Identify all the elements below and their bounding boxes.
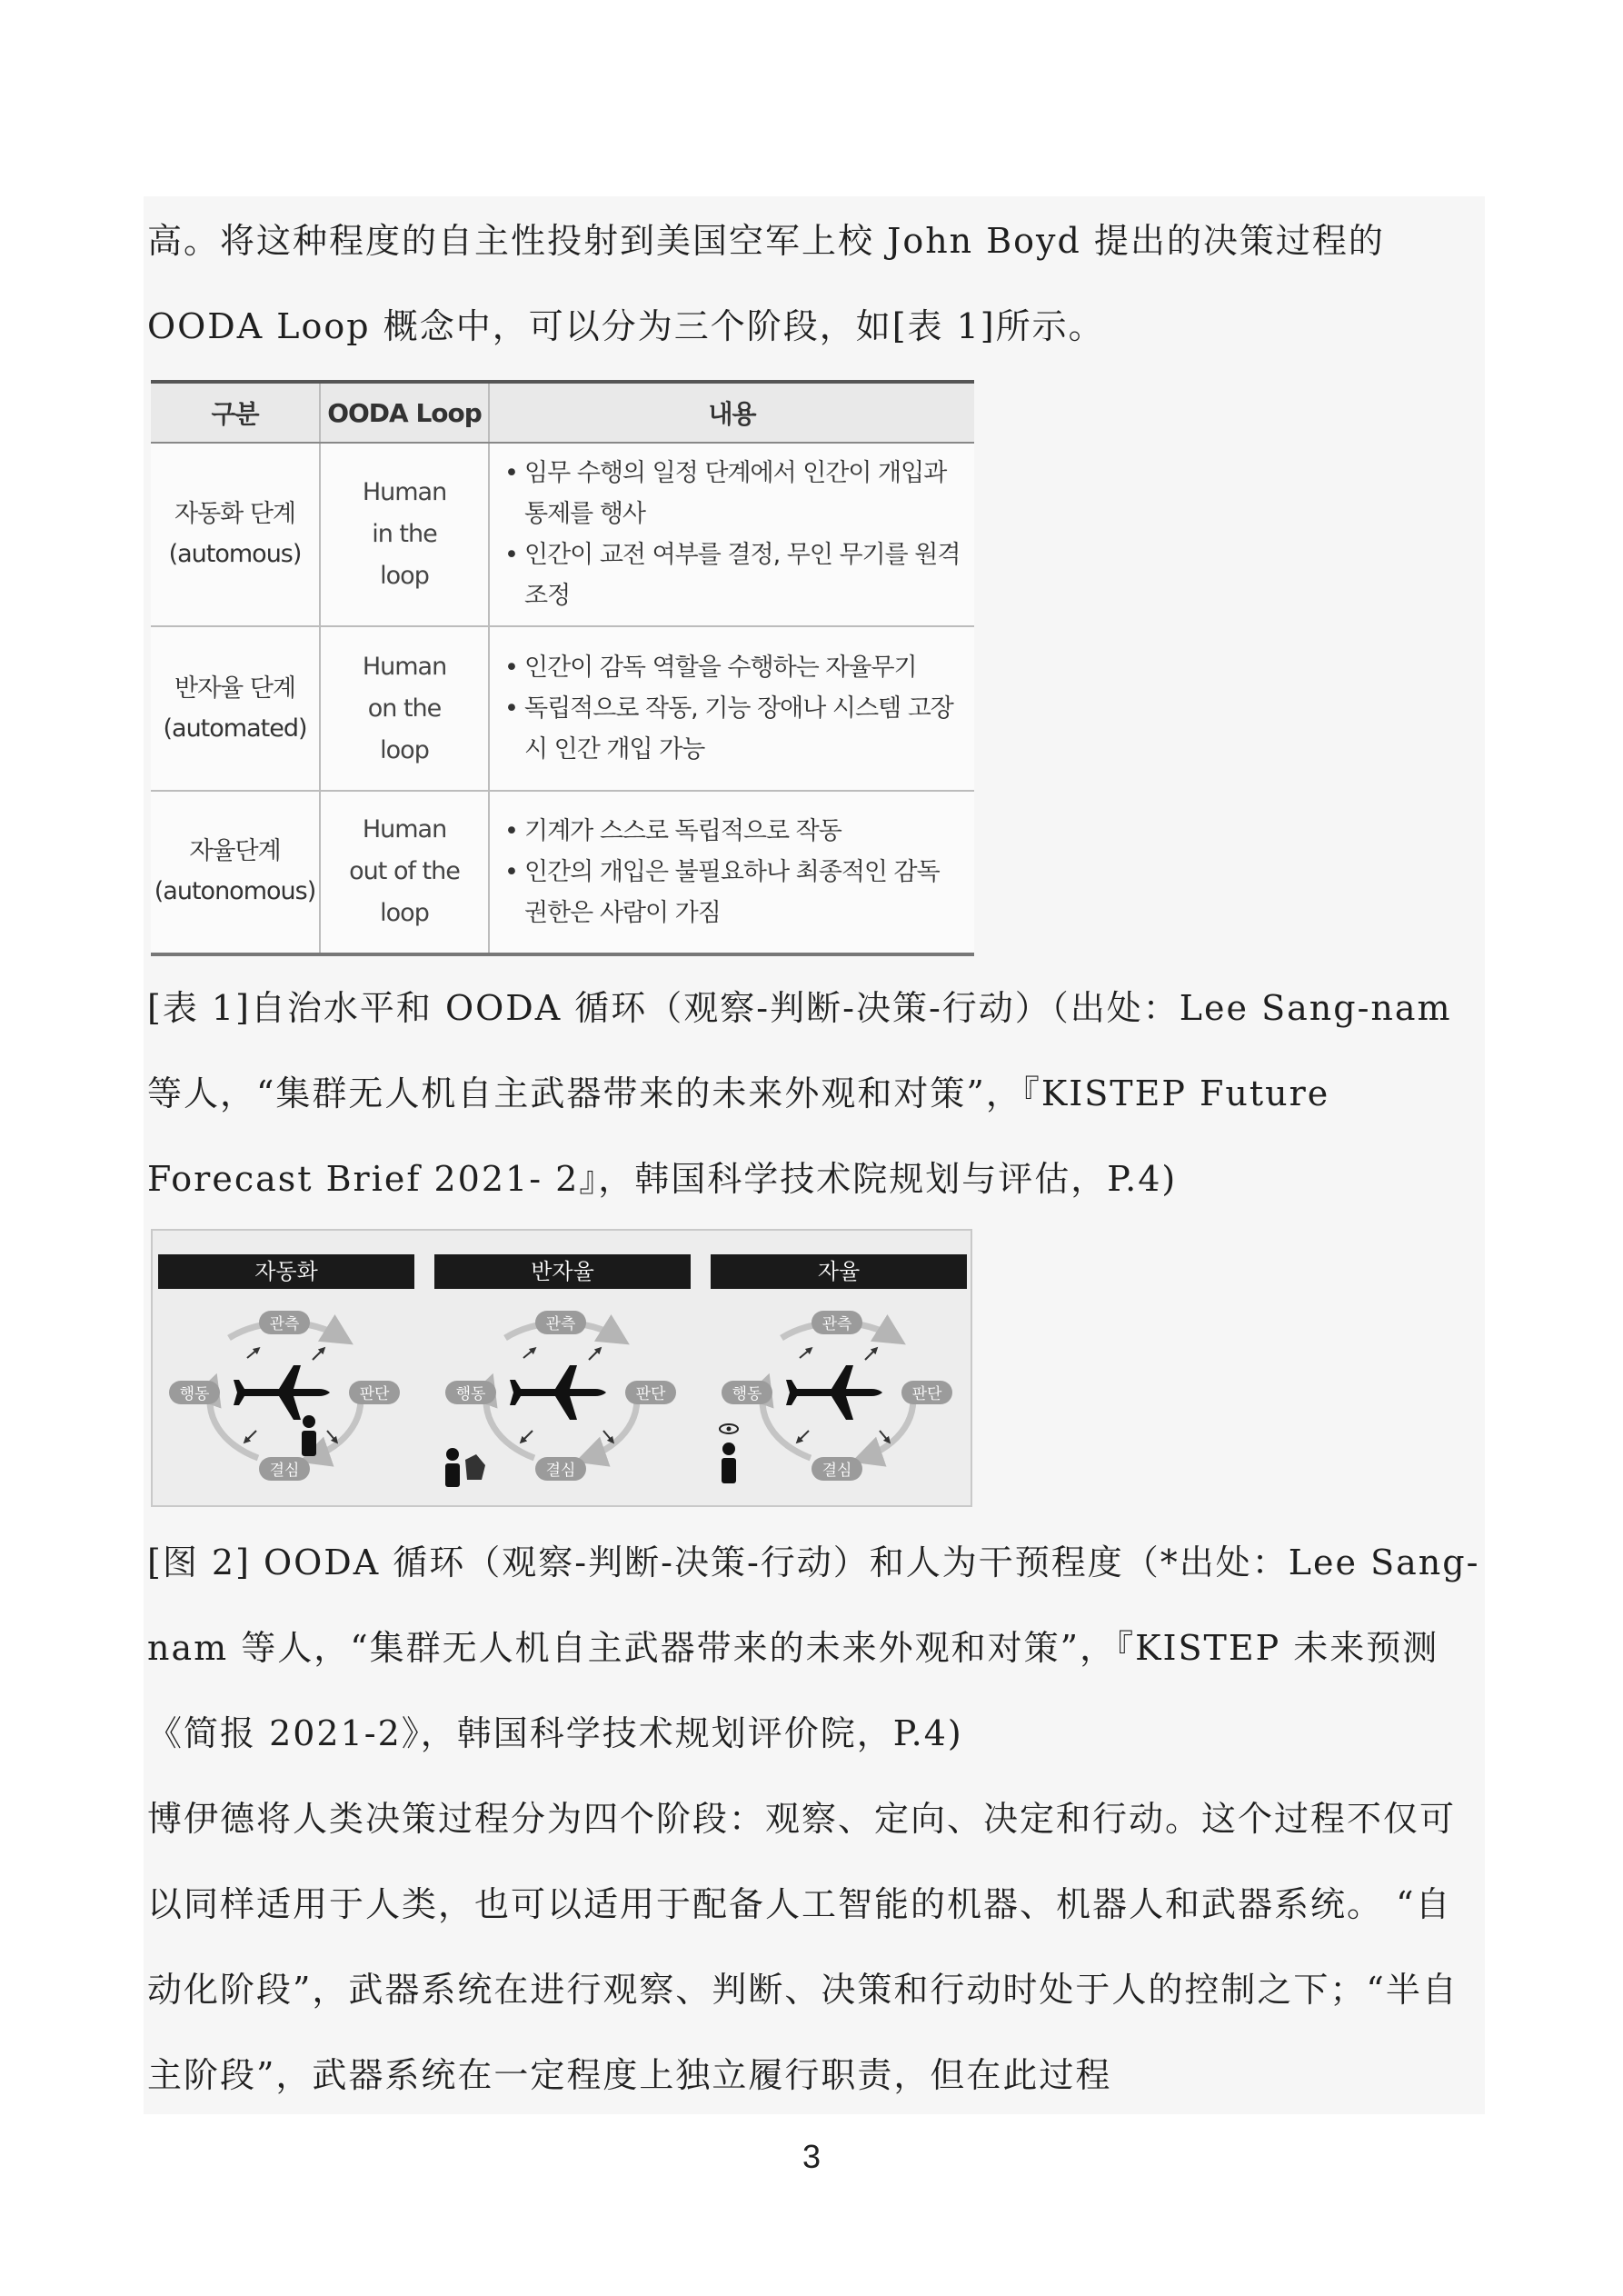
orient-label: 판단 [635,1385,666,1403]
content-bullet: • 독립적으로 작동, 기능 장애나 시스템 고장 시 인간 개입 가능 [504,688,965,770]
loop-cell [320,626,489,790]
page-number: 3 [802,2138,821,2175]
loop-line: loop [380,735,429,764]
stage-name: 자동화 단계 [174,500,295,529]
loop-line: on the [367,694,442,723]
header-content: 내용 [489,382,974,443]
stage-cell [151,626,320,790]
stage-cell [151,791,320,954]
table-row [151,626,974,790]
header-category: 구분 [151,382,320,443]
figure-caption: [图 2] OODA 循环（观察-判断-决策-行动）和人为干预程度（*出处：Lee Sang-nam 等人，“集群无人机自主武器带来的未来外观和对策”，『KISTEP 未来预测《简报 2021-2》，韩国科学技术规划评价院，P.4) [147,1542,1480,1753]
loop-line: Human [362,815,447,844]
content-cell [489,443,974,626]
content-bullet: • 임무 수행의 일정 단계에서 인간이 개입과 통제를 행사 [504,453,965,534]
human-icon [722,1442,736,1483]
stage-english: (automous) [168,540,302,569]
ooda-figure [151,1229,972,1507]
paragraph-boyd: 博伊德将人类决策过程分为四个阶段：观察、定向、决定和行动。这个过程不仅可以同样适用于人类，也可以适用于配备人工智能的机器、机器人和武器系统。 “自动化阶段”，武器系统在进行观察、判断、决策和行动时处于人的控制之下；“半自主阶段”，武器系统在一定程度上独立履行职责，但在此过程 [147,1799,1459,2095]
figure-panel-semi-autonomous [434,1254,691,1487]
loop-line: Human [362,652,447,681]
content-bullet: • 인간이 감독 역할을 수행하는 자율무기 [504,647,965,688]
panel-title: 자율 [817,1259,861,1284]
aircraft-icon [786,1365,882,1420]
aircraft-icon [234,1365,330,1420]
figure-panel-autonomous [711,1254,967,1483]
loop-line: loop [380,562,429,591]
act-label: 행동 [179,1385,210,1403]
orient-label: 판단 [359,1385,390,1403]
stage-english: (automated) [163,714,307,743]
figure-panel-automated [158,1254,414,1481]
decide-label: 결심 [269,1462,300,1480]
human-icon [445,1448,460,1487]
content-cell [489,626,974,790]
hand-icon [465,1454,485,1480]
content-bullet: • 기계가 스스로 독립적으로 작동 [504,811,965,852]
stage-cell [151,443,320,626]
orient-label: 판단 [911,1385,942,1403]
table-header-row [151,382,974,443]
stage-name: 자율단계 [189,837,281,866]
act-label: 행동 [732,1385,762,1403]
observe-label: 관측 [545,1315,576,1333]
loop-line: Human [362,478,447,507]
stage-name: 반자율 단계 [174,674,295,703]
panel-title: 자동화 [254,1259,318,1284]
content-cell [489,791,974,954]
act-label: 행동 [455,1385,486,1403]
human-icon [302,1415,316,1456]
autonomy-levels-table [151,380,974,956]
decide-label: 결심 [821,1462,852,1480]
loop-line: loop [380,899,429,928]
observe-label: 관측 [269,1315,300,1333]
header-ooda-loop: OODA Loop [320,382,489,443]
loop-cell [320,791,489,954]
stage-english: (autonomous) [154,877,316,906]
aircraft-icon [510,1365,606,1420]
table-row [151,443,974,626]
paragraph-intro: 高。将这种程度的自主性投射到美国空军上校 John Boyd 提出的决策过程的 OODA Loop 概念中，可以分为三个阶段，如[表 1]所示。 [147,221,1385,346]
panel-title: 반자율 [531,1259,594,1284]
eye-icon [720,1424,738,1433]
table-caption: [表 1]自治水平和 OODA 循环（观察-判断-决策-行动）（出处：Lee Sang-nam 等人，“集群无人机自主武器带来的未来外观和对策”，『KISTEP Future Forecast Brief 2021- 2』，韩国科学技术院规划与评估，P.4) [147,988,1452,1199]
loop-line: in the [372,520,437,549]
decide-label: 결심 [545,1462,576,1480]
content-bullet: • 인간이 교전 여부를 결정, 무인 무기를 원격 조정 [504,534,965,616]
loop-line: out of the [349,857,460,886]
table-row [151,791,974,954]
observe-label: 관측 [821,1315,852,1333]
content-bullet: • 인간의 개입은 불필요하나 최종적인 감독 권한은 사람이 가짐 [504,852,965,933]
loop-cell [320,443,489,626]
